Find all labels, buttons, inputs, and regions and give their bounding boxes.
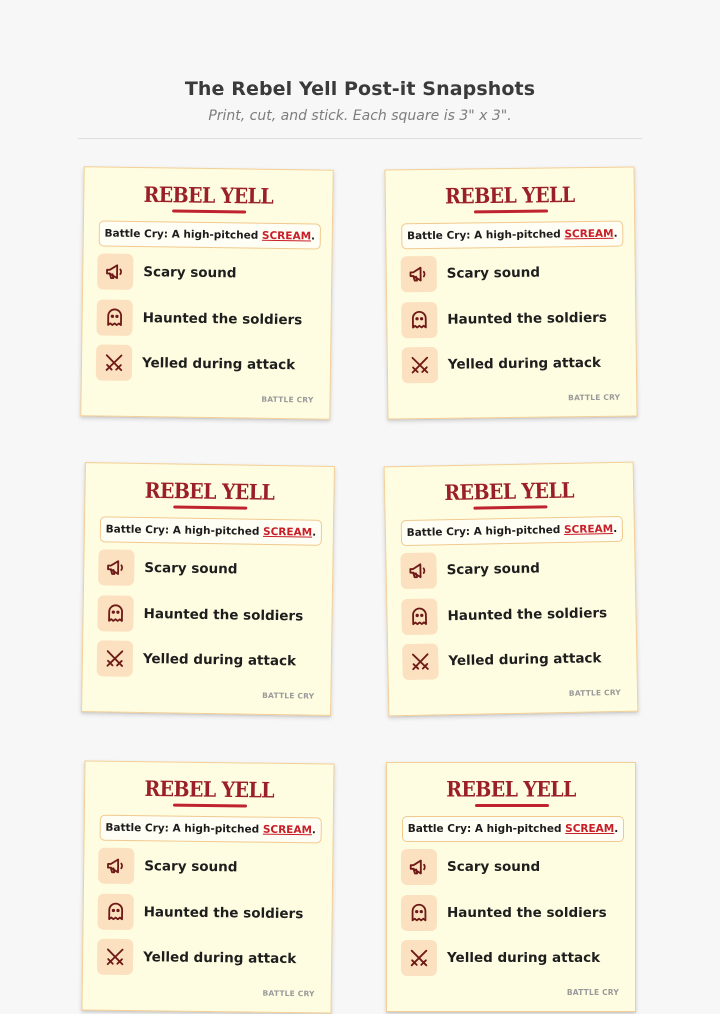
battle-cry-text: Battle Cry: A high-pitched <box>105 821 263 836</box>
battle-cry-box <box>99 220 321 249</box>
list-item <box>401 595 607 635</box>
list-item <box>402 640 602 680</box>
battle-cry-text: Battle Cry: A high-pitched <box>406 523 565 539</box>
item-label: Scary sound <box>446 560 540 579</box>
crossed-swords-icon <box>402 643 439 680</box>
crossed-swords-icon <box>401 940 437 976</box>
list-item <box>401 849 540 885</box>
battle-cry-text: Battle Cry: A high-pitched <box>407 823 566 835</box>
battle-cry-box <box>100 815 322 844</box>
scream-highlight: SCREAM <box>565 823 615 835</box>
battle-cry-end: . <box>613 227 618 240</box>
battle-cry-box <box>401 221 623 250</box>
battle-cry-end: . <box>311 824 317 837</box>
notes-grid <box>0 140 720 999</box>
scream-highlight: SCREAM <box>563 523 614 536</box>
header-divider <box>78 138 642 139</box>
ghost-icon <box>97 894 133 930</box>
page-title: The Rebel Yell Post-it Snapshots <box>184 78 536 100</box>
battle-cry-end: . <box>614 823 619 835</box>
crossed-swords-icon <box>402 347 438 383</box>
brand-underline <box>173 804 247 808</box>
megaphone-icon <box>401 256 437 292</box>
item-label: Yelled during attack <box>447 354 602 373</box>
battle-cry-text: Battle Cry: A high-pitched <box>104 227 263 242</box>
list-item <box>96 344 296 383</box>
post-it-note <box>384 462 639 717</box>
battle-cry-end: . <box>613 522 618 536</box>
page-header <box>0 78 720 124</box>
megaphone-icon <box>98 549 135 586</box>
scream-highlight: SCREAM <box>564 227 614 241</box>
item-label: Scary sound <box>446 264 541 282</box>
list-item <box>401 895 607 931</box>
scream-highlight: SCREAM <box>262 525 313 539</box>
brand-underline <box>473 505 547 509</box>
crossed-swords-icon <box>96 344 132 380</box>
brand-underline <box>475 804 549 807</box>
list-item <box>97 595 303 634</box>
item-label: Scary sound <box>143 264 237 282</box>
post-it-note <box>386 762 636 1012</box>
megaphone-icon <box>98 848 134 884</box>
crossed-swords-icon <box>97 939 133 975</box>
battle-cry-text: Battle Cry: A high-pitched <box>406 228 565 243</box>
item-label: Haunted the soldiers <box>143 904 304 923</box>
list-item <box>98 549 238 587</box>
post-it-note <box>80 166 333 419</box>
brand-title: REBEL YELL <box>444 478 575 506</box>
item-label: Yelled during attack <box>143 949 297 968</box>
item-label: Haunted the soldiers <box>447 309 608 328</box>
battle-cry-box <box>100 516 322 545</box>
ghost-icon <box>401 302 437 338</box>
list-item <box>401 940 600 976</box>
ghost-icon <box>401 598 438 635</box>
crossed-swords-icon <box>97 640 134 677</box>
list-item <box>401 300 607 339</box>
page-subtitle: Print, cut, and stick. Each square is 3" x 3". <box>208 108 512 124</box>
ghost-icon <box>97 595 134 632</box>
battle-cry-box <box>402 816 624 842</box>
battle-cry-end: . <box>312 526 317 539</box>
item-label: Scary sound <box>144 559 238 578</box>
megaphone-icon <box>401 849 437 885</box>
list-item <box>97 253 237 291</box>
brand-title: REBEL YELL <box>446 777 576 803</box>
brand-title: REBEL YELL <box>444 182 575 210</box>
brand-underline <box>173 505 247 509</box>
list-item <box>402 345 602 383</box>
megaphone-icon <box>400 552 437 589</box>
note-footer: BATTLE CRY <box>568 392 621 403</box>
list-item <box>97 894 303 933</box>
note-footer: BATTLE CRY <box>262 690 315 701</box>
item-label: Yelled during attack <box>448 650 602 670</box>
post-it-note <box>384 166 637 419</box>
list-item <box>401 255 541 293</box>
brand-title: REBEL YELL <box>144 776 275 804</box>
note-footer: BATTLE CRY <box>566 988 619 997</box>
item-label: Scary sound <box>447 859 541 875</box>
post-it-note <box>81 462 335 716</box>
item-label: Scary sound <box>144 858 238 876</box>
list-item <box>98 848 238 886</box>
brand-title: REBEL YELL <box>144 478 275 506</box>
list-item <box>96 299 302 338</box>
list-item <box>97 939 297 977</box>
battle-cry-box <box>401 516 623 546</box>
brand-title: REBEL YELL <box>143 182 274 210</box>
item-label: Yelled during attack <box>142 650 297 670</box>
note-footer: BATTLE CRY <box>261 394 314 405</box>
item-label: Haunted the soldiers <box>143 605 304 625</box>
item-label: Haunted the soldiers <box>447 905 607 921</box>
item-label: Yelled during attack <box>141 355 296 374</box>
battle-cry-text: Battle Cry: A high-pitched <box>105 523 264 538</box>
item-label: Haunted the soldiers <box>447 605 608 625</box>
brand-underline <box>172 210 246 214</box>
list-item <box>400 550 540 589</box>
scream-highlight: SCREAM <box>261 229 312 243</box>
megaphone-icon <box>97 253 133 289</box>
ghost-icon <box>401 895 437 931</box>
list-item <box>97 640 297 679</box>
post-it-note <box>81 760 334 1013</box>
note-footer: BATTLE CRY <box>568 687 622 698</box>
note-footer: BATTLE CRY <box>262 988 315 999</box>
item-label: Haunted the soldiers <box>142 310 303 329</box>
brand-underline <box>474 210 548 214</box>
battle-cry-end: . <box>310 230 316 243</box>
item-label: Yelled during attack <box>447 950 601 966</box>
scream-highlight: SCREAM <box>262 823 313 837</box>
ghost-icon <box>96 299 132 335</box>
